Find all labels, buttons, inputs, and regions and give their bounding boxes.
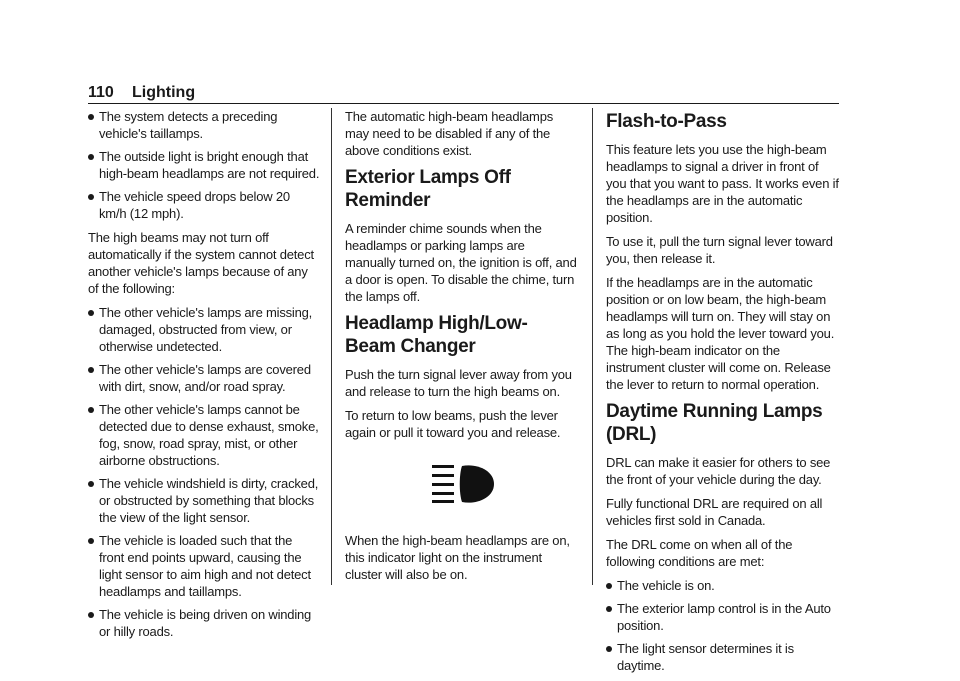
section-title: Lighting <box>132 84 196 101</box>
paragraph: This feature lets you use the high-beam headlamps to signal a driver in front of you that you want to pass. It works even if the headlamps are in the automatic position. <box>606 142 839 225</box>
paragraph: Push the turn signal lever away from you and release to turn the high beams on. <box>345 367 572 399</box>
list-item: The vehicle is being driven on winding or hilly roads. <box>88 606 320 640</box>
column-1 <box>88 108 320 647</box>
paragraph: The DRL come on when all of the following conditions are met: <box>606 537 793 569</box>
paragraph: When the high-beam headlamps are on, this indicator light on the instrument cluster will also be on. <box>345 533 570 582</box>
header-rule <box>88 103 839 104</box>
paragraph: If the headlamps are in the automatic position or on low beam, the high-beam headlamps will turn on. They will stay on as long as you hold the lever toward you. The high-beam indicator on the instrument cluster will come on. Release the lever to return to normal operation. <box>606 275 835 392</box>
list-item: The vehicle is on. <box>606 577 840 594</box>
list-item: The other vehicle's lamps are missing, damaged, obstructed from view, or otherwise undetected. <box>88 304 320 355</box>
column-divider-2 <box>592 108 593 585</box>
paragraph: The automatic high-beam headlamps may need to be disabled if any of the above conditions exist. <box>345 109 554 158</box>
list-item: The other vehicle's lamps cannot be detected due to dense exhaust, smoke, fog, snow, road spray, mist, or other airborne obstructions. <box>88 401 320 469</box>
list-item: The other vehicle's lamps are covered with dirt, snow, and/or road spray. <box>88 361 320 395</box>
list-item: The vehicle windshield is dirty, cracked, or obstructed by something that blocks the view of the light sensor. <box>88 475 320 526</box>
list-item: The outside light is bright enough that high-beam headlamps are not required. <box>88 148 320 182</box>
paragraph: To use it, pull the turn signal lever toward you, then release it. <box>606 234 833 266</box>
conditions-list-b <box>88 304 320 640</box>
column-divider-1 <box>331 108 332 585</box>
paragraph: Fully functional DRL are required on all vehicles first sold in Canada. <box>606 496 823 528</box>
column-2 <box>345 108 578 590</box>
heading-headlamp-high-low-beam-changer: Headlamp High/Low-Beam Changer <box>345 313 528 357</box>
conditions-list-a <box>88 108 320 222</box>
list-item: The vehicle speed drops below 20 km/h (12 mph). <box>88 188 320 222</box>
heading-flash-to-pass: Flash-to-Pass <box>606 111 727 132</box>
paragraph: DRL can make it easier for others to see the front of your vehicle during the day. <box>606 455 831 487</box>
list-item: The exterior lamp control is in the Auto position. <box>606 600 840 634</box>
heading-exterior-lamps-off-reminder: Exterior Lamps Off Reminder <box>345 167 511 211</box>
list-item: The system detects a preceding vehicle's taillamps. <box>88 108 320 142</box>
list-item: The light sensor determines it is daytime. <box>606 640 840 674</box>
page-number: 110 <box>88 84 114 101</box>
column-3 <box>606 108 840 681</box>
list-item: The vehicle is loaded such that the front end points upward, causing the light sensor to aim high and not detect headlamps and taillamps. <box>88 532 320 600</box>
page-header <box>88 82 839 106</box>
heading-daytime-running-lamps: Daytime Running Lamps (DRL) <box>606 401 823 445</box>
high-beam-indicator-icon <box>432 464 496 504</box>
paragraph: The high beams may not turn off automatically if the system cannot detect another vehicle's lamps because of any of the following: <box>88 230 314 296</box>
icon-container <box>345 448 578 532</box>
drl-conditions-list <box>606 577 840 674</box>
paragraph: To return to low beams, push the lever again or pull it toward you and release. <box>345 408 561 440</box>
paragraph: A reminder chime sounds when the headlamps or parking lamps are manually turned on, the ignition is off, and a door is open. To disable the chime, turn the lamps off. <box>345 221 577 304</box>
